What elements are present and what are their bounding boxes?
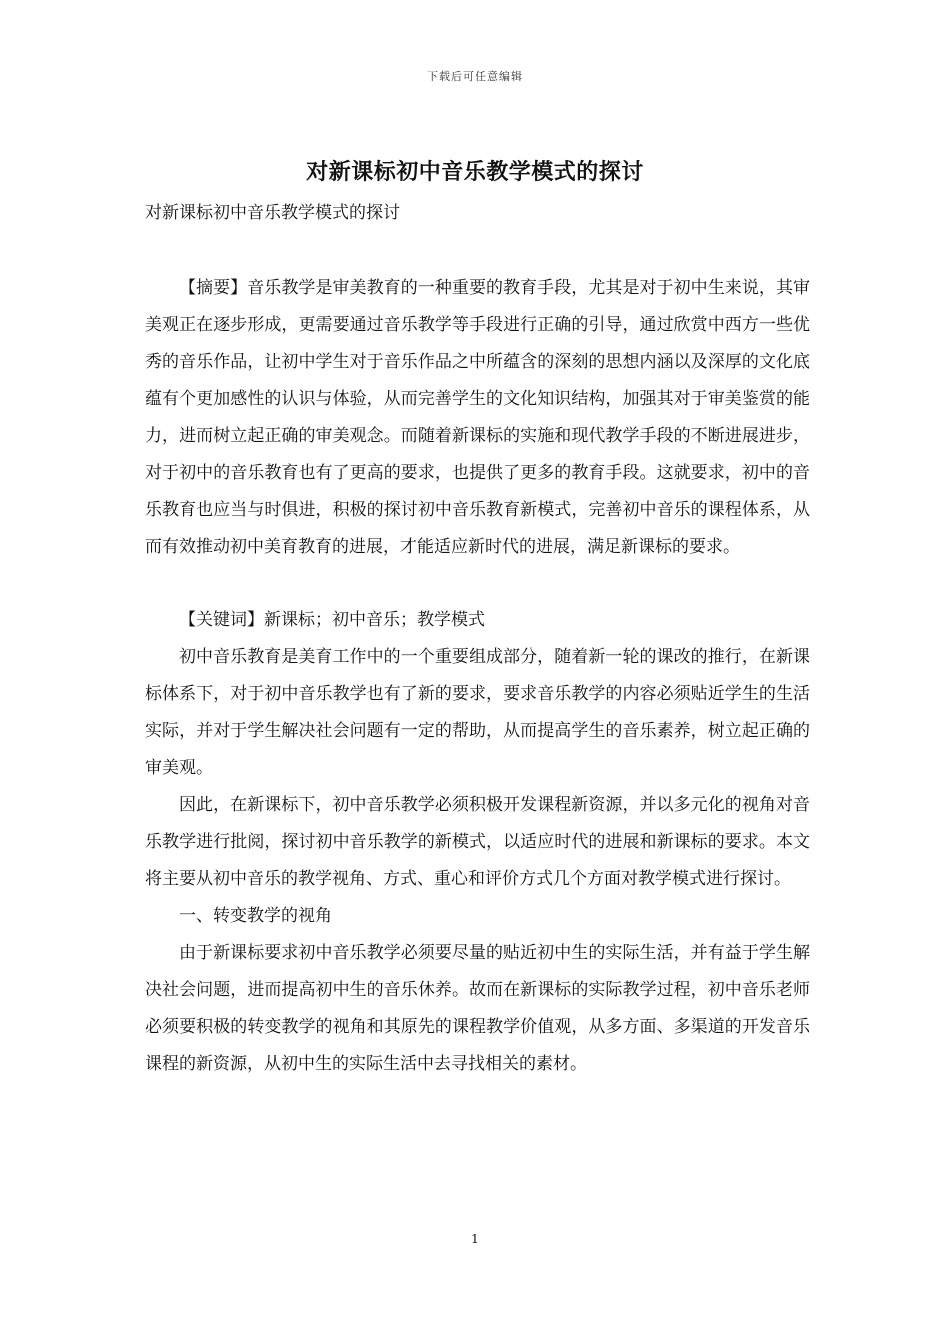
document-body [145,195,810,1083]
page-number: 1 [471,1232,479,1246]
keywords-line: 【关键词】新课标；初中音乐；教学模式 [179,610,485,630]
body-paragraph-1: 初中音乐教育是美育工作中的一个重要组成部分，随着新一轮的课改的推行，在新课标体系下，对于初中音乐教学也有了新的要求，要求音乐教学的内容必须贴近学生的生活实际，并对于学生解决社会问题有一定的帮助，从而提高学生的音乐素养，树立起正确的审美观。 [145,647,810,778]
body-paragraph-3: 由于新课标要求初中音乐教学必须要尽量的贴近初中生的实际生活，并有益于学生解决社会问题，进而提高初中生的音乐休养。故而在新课标的实际教学过程，初中音乐老师必须要积极的转变教学的视角和其原先的课程教学价值观，从多方面、多渠道的开发音乐课程的新资源，从初中生的实际生活中去寻找相关的素材。 [145,943,810,1074]
spacer [145,566,810,602]
section-heading-1: 一、转变教学的视角 [179,906,332,926]
abstract-paragraph: 【摘要】音乐教学是审美教育的一种重要的教育手段，尤其是对于初中生来说，其审美观正在逐步形成，更需要通过音乐教学等手段进行正确的引导，通过欣赏中西方一些优秀的音乐作品，让初中学生对于音乐作品之中所蕴含的深刻的思想内涵以及深厚的文化底蕴有个更加感性的认识与体验，从而完善学生的文化知识结构，加强其对于审美鉴赏的能力，进而树立起正确的审美观念。而随着新课标的实施和现代教学手段的不断进展进步，对于初中的音乐教育也有了更高的要求，也提供了更多的教育手段。这就要求，初中的音乐教育也应当与时俱进，积极的探讨初中音乐教育新模式，完善初中音乐的课程体系，从而有效推动初中美育教育的进展，才能适应新时代的进展，满足新课标的要求。 [145,278,810,557]
spacer [145,232,810,270]
header-note: 下载后可任意编辑 [427,70,523,83]
document-subtitle: 对新课标初中音乐教学模式的探讨 [145,203,400,223]
body-paragraph-2: 因此，在新课标下，初中音乐教学必须积极开发课程新资源，并以多元化的视角对音乐教学进行批阅，探讨初中音乐教学的新模式，以适应时代的进展和新课标的要求。本文将主要从初中音乐的教学视角、方式、重心和评价方式几个方面对教学模式进行探讨。 [145,795,810,889]
document-title: 对新课标初中音乐教学模式的探讨 [306,159,644,185]
